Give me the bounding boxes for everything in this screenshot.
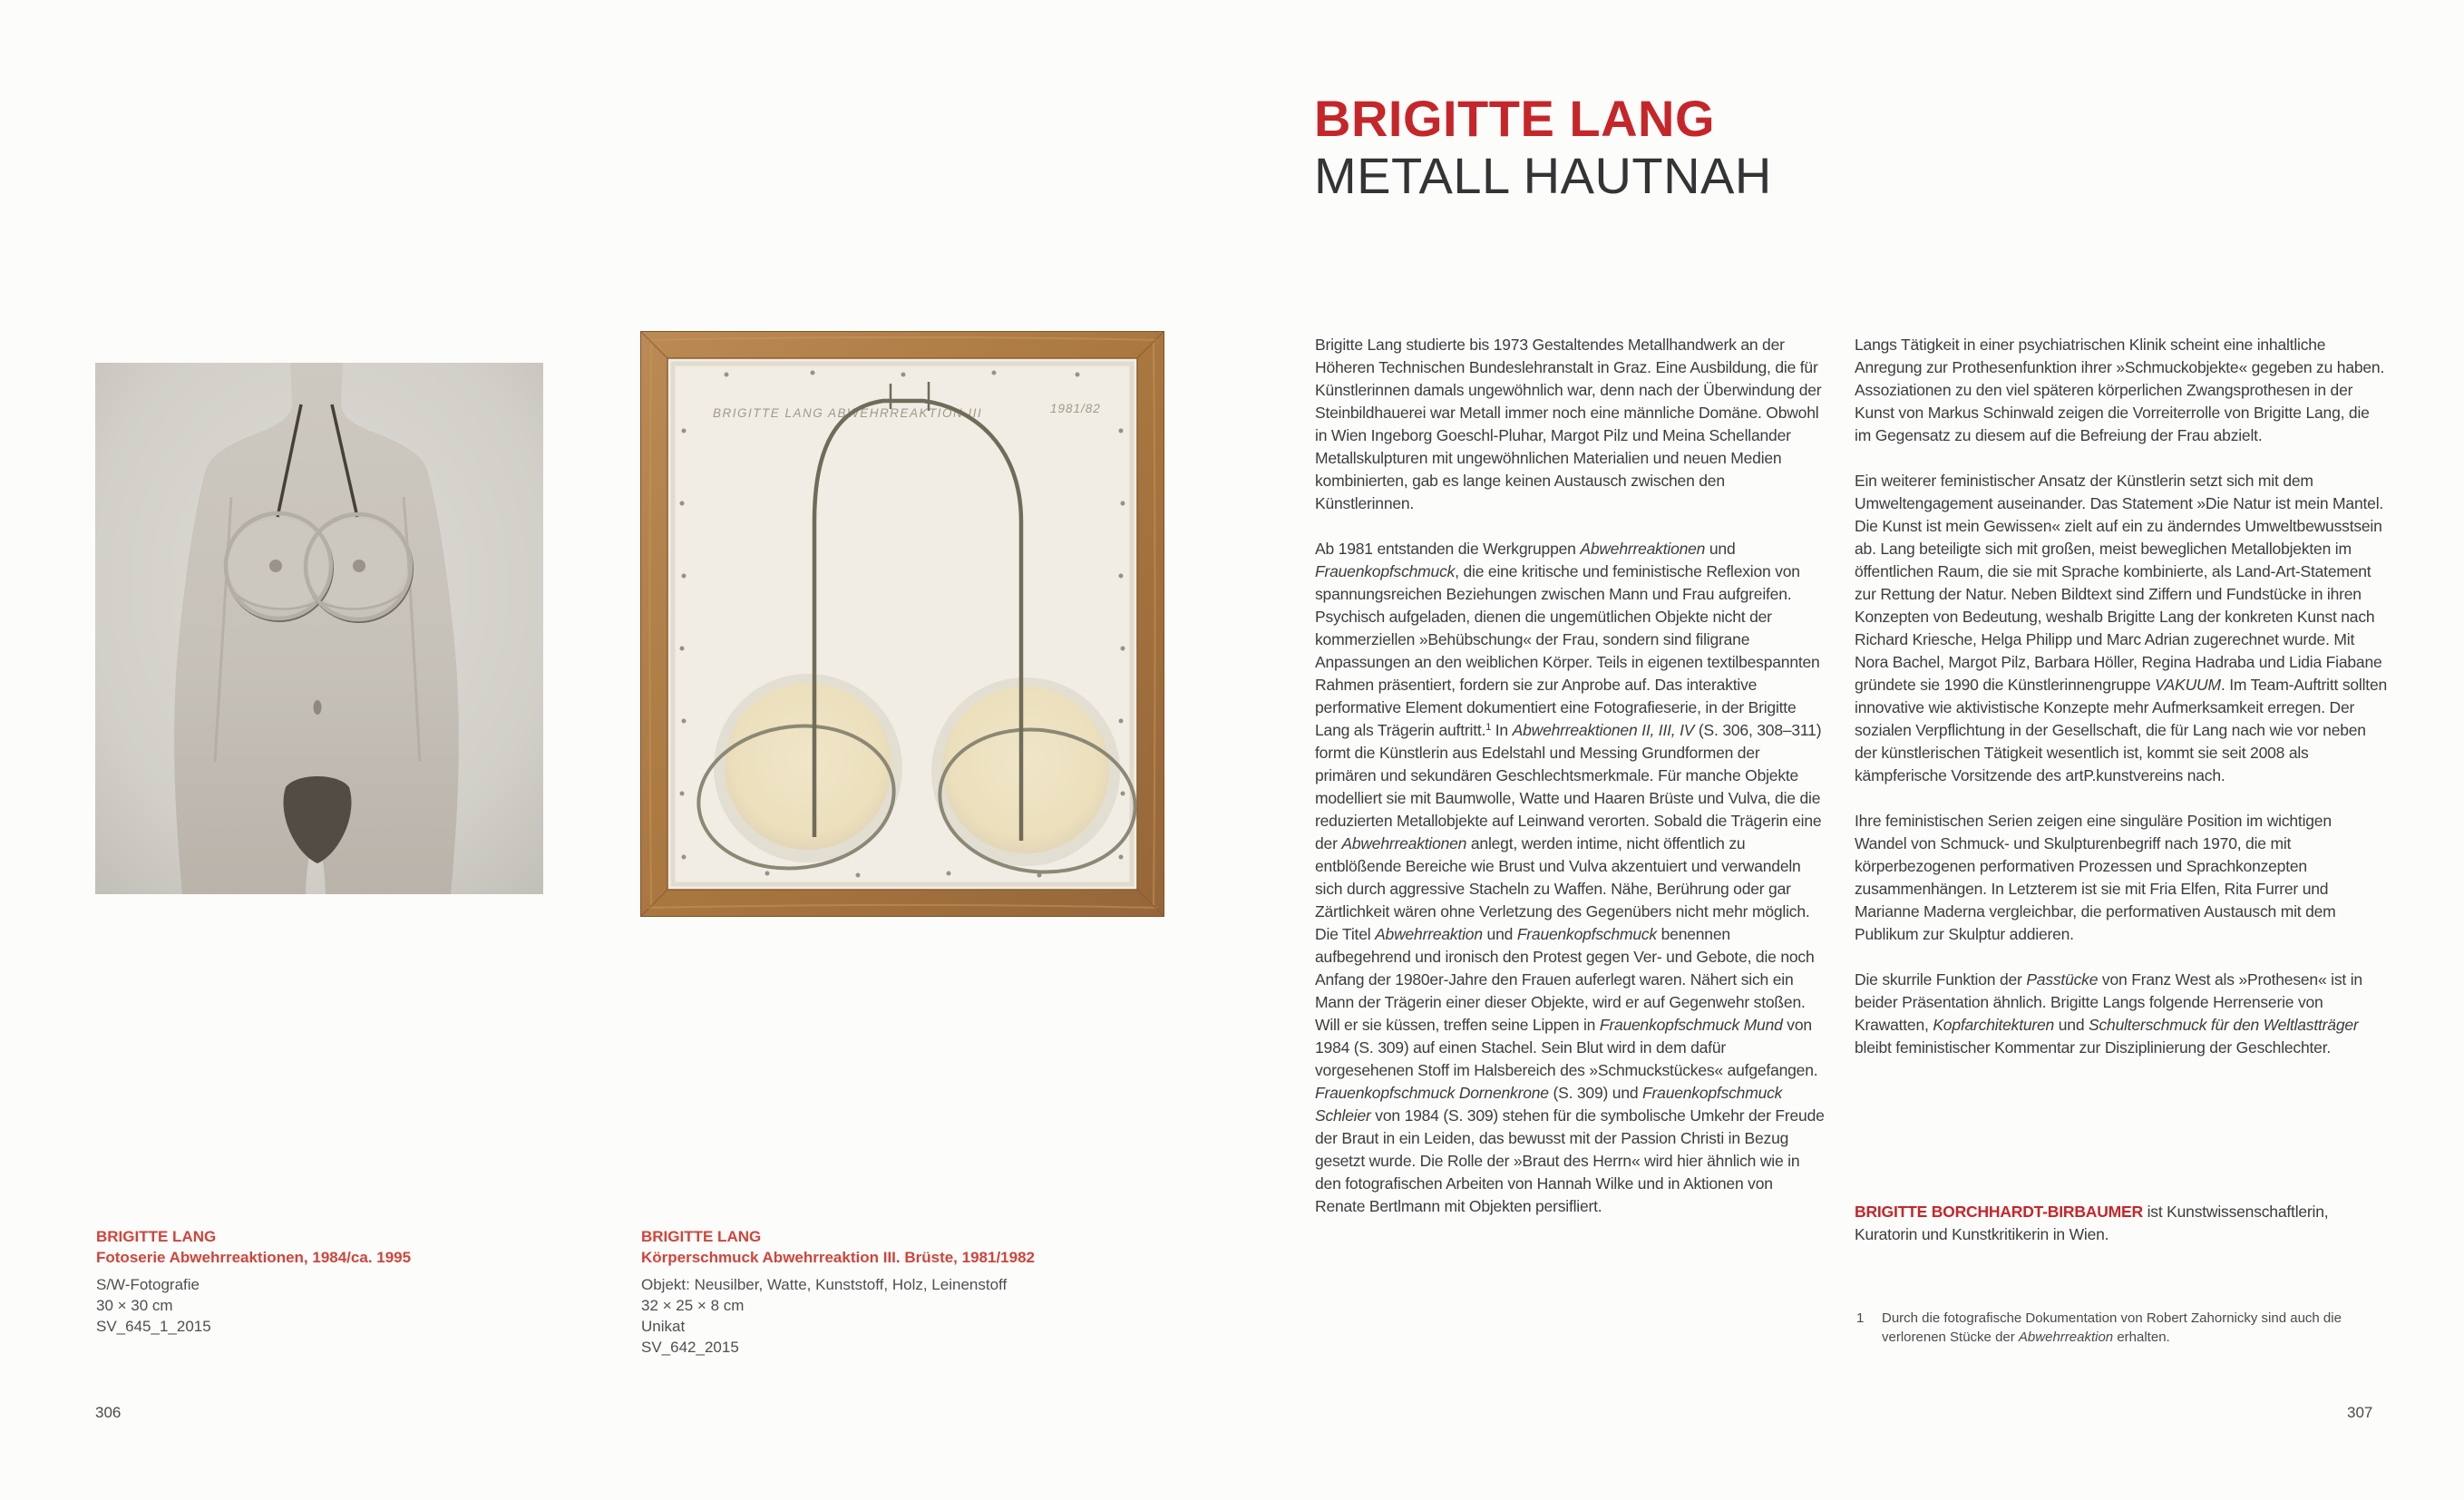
canvas-inscription-date: 1981/82 — [1050, 402, 1101, 415]
nipple-right — [353, 560, 365, 572]
canvas-inscription-artist: BRIGITTE LANG ABWEHRREAKTION III — [713, 406, 983, 420]
paragraph: Ihre feministischen Serien zeigen eine singuläre Position im wichtigen Wandel von Schmuck- und Skulpturenbegriff nach 1970, die mit körperbezogenen performativen Prozessen und Sprachkonzepten zusammenhängen. In Letzterem ist sie mit Fria Elfen, Rita Furrer und Marianne Maderna vergleichbar, die performativen Austausch mit dem Publikum zur Skulptur addieren. — [1855, 812, 2336, 943]
caption-artwork2 — [641, 1226, 1149, 1358]
footnote — [1856, 1309, 2401, 1347]
chapter-title-block — [1314, 91, 1772, 205]
caption-detail-line: S/W-Fotografie — [96, 1276, 200, 1293]
article-column-left — [1315, 334, 1825, 1218]
caption1-artist: BRIGITTE LANG — [96, 1228, 217, 1245]
page-number-right: 307 — [2347, 1404, 2373, 1421]
caption-artwork1 — [96, 1226, 568, 1337]
caption1-details — [96, 1274, 568, 1337]
navel — [314, 700, 322, 715]
paragraph: Langs Tätigkeit in einer psychiatrischen Klinik scheint eine inhaltliche Anregung zur Prothesenfunktion ihrer »Schmuckobjekte« gegeben zu haben. Assoziationen zu den viel späteren körperlichen Zwangsprothesen in der Kunst von Markus Schinwald zeigen die Vorreiterrolle von Brigitte Lang, die im Gegensatz zu diesem auf die Befreiung der Frau abzielt. — [1855, 336, 2385, 444]
caption1-title: Fotoserie Abwehrreaktionen, 1984/ca. 1995 — [96, 1249, 412, 1266]
author-bio — [1855, 1201, 2388, 1246]
footnote-text — [1882, 1309, 2401, 1347]
caption-detail-line: Objekt: Neusilber, Watte, Kunststoff, Holz, Leinenstoff — [641, 1276, 1008, 1293]
nipple-left — [269, 560, 282, 572]
caption-detail-line: 30 × 30 cm — [96, 1297, 173, 1314]
photo-fotoserie-abwehrreaktionen — [95, 363, 543, 894]
caption2-artist: BRIGITTE LANG — [641, 1228, 762, 1245]
photo-koerperschmuck-abwehrreaktion — [640, 331, 1164, 917]
caption-detail-line: SV_645_1_2015 — [96, 1318, 211, 1335]
paragraph: Die skurrile Funktion der Passtücke von Franz West als »Prothesen« ist in beider Präsentation ähnlich. Brigitte Langs folgende Herrenserie von Krawatten, Kopfarchitekturen und Schulterschmuck für den Weltlastträger bleibt feministischer Kommentar zur Disziplinierung der Geschlechter. — [1855, 970, 2362, 1057]
page-subtitle: METALL HAUTNAH — [1314, 147, 1772, 204]
page-title: BRIGITTE LANG — [1314, 90, 1716, 147]
article-column-right — [1855, 334, 2388, 1059]
caption-detail-line: SV_642_2015 — [641, 1339, 739, 1356]
paragraph: BRIGITTE BORCHHARDT-BIRBAUMER ist Kunstwissenschaftlerin, Kuratorin und Kunstkritikerin in Wien. — [1855, 1203, 2329, 1243]
paragraph: Durch die fotografische Dokumentation von Robert Zahornicky sind auch die verlorenen Stücke der Abwehrreaktion erhalten. — [1882, 1310, 2342, 1345]
footnote-marker: 1 — [1856, 1310, 1865, 1326]
paragraph: Brigitte Lang studierte bis 1973 Gestaltendes Metallhandwerk an der Höheren Technischen Bundeslehranstalt in Graz. Eine Ausbildung, die für Künstlerinnen damals ungewöhnlich war, denn nach der Überwindung der Steinbildhauerei war Metall immer noch eine männliche Domäne. Obwohl in Wien Ingeborg Goeschl-Pluhar, Margot Pilz und Meina Schellander Metallskulpturen mit ungewöhnlichen Materialien und neuen Medien kombinierten, gab es lange keinen Austausch zwischen den Künstlerinnen. — [1315, 336, 1822, 512]
framed-object-figure — [640, 331, 1164, 917]
caption-detail-line: Unikat — [641, 1318, 686, 1335]
caption2-title: Körperschmuck Abwehrreaktion III. Brüste, 1981/1982 — [641, 1249, 1035, 1266]
page-number-left: 306 — [95, 1404, 122, 1421]
bw-photograph-figure — [95, 363, 543, 894]
paragraph: Ab 1981 entstanden die Werkgruppen Abwehrreaktionen und Frauenkopfschmuck, die eine kritische und feministische Reflexion von spannungsreichen Beziehungen zwischen Mann und Frau aufgreifen. Psychisch aufgeladen, dienen die ungemütlichen Objekte nicht der kommerziellen »Behübschung« der Frau, sondern sind filigrane Anpassungen an den weiblichen Körper. Teils in eigenen textilbespannten Rahmen präsentiert, fordern sie zur Anprobe auf. Das interaktive performative Element dokumentiert eine Fotografieserie, in der Brigitte Lang als Trägerin auftritt.$^1$ In Abwehrreaktionen II, III, IV (S. 306, 308–311) formt die Künstlerin aus Edelstahl und Messing Grundformen der primären und sekundären Geschlechtsmerkmale. Für manche Objekte modelliert sie mit Baumwolle, Watte und Haaren Brüste und Vulva, die die reduzierten Metallobjekte auf Leinwand verorten. Sobald die Trägerin eine der Abwehrreaktionen anlegt, werden intime, nicht öffentlich zu entblößende Bereiche wie Brust und Vulva akzentuiert und verwandeln sich durch aggressive Stacheln zu Waffen. Nähe, Berührung oder gar Zärtlichkeit wären ohne Verletzung des Gegenübers nicht mehr möglich. Die Titel Abwehrreaktion und Frauenkopfschmuck benennen aufbegehrend und ironisch den Protest gegen Ver- und Gebote, die noch Anfang der 1980er-Jahre den Frauen auferlegt waren. Nähert sich ein Mann der Trägerin einer dieser Objekte, wird er auf Gegenwehr stoßen. Will er sie küssen, treffen seine Lippen in Frauenkopfschmuck Mund von 1984 (S. 309) auf einen Stachel. Sein Blut wird in dem dafür vorgesehenen Stoff im Halsbereich des »Schmuckstückes« aufgefangen. Frauenkopfschmuck Dornenkrone (S. 309) und Frauenkopfschmuck Schleier von 1984 (S. 309) stehen für die symbolische Umkehr der Freude der Braut in ein Leiden, das bewusst mit der Passion Christi in Bezug gesetzt wurde. Die Rolle der »Braut des Herrn« wird hier ähnlich wie in den fotografischen Arbeiten von Hannah Wilke und in Aktionen von Renate Bertlmann mit Objekten persifliert. — [1315, 540, 1825, 1215]
paragraph: Ein weiterer feministischer Ansatz der Künstlerin setzt sich mit dem Umweltengagement auseinander. Das Statement »Die Natur ist mein Mantel. Die Kunst ist mein Gewissen« zielt auf ein zu änderndes Umweltbewusstsein ab. Lang beteiligte sich mit großen, meist beweglichen Metallobjekten im öffentlichen Raum, die sie mit Sprache kombinierte, als Land-Art-Statement zur Rettung der Natur. Neben Bildtext sind Ziffern und Fundstücke in ihren Konzepten von Bedeutung, weshalb Brigitte Lang der konkreten Kunst nach Richard Kriesche, Helga Philipp und Marc Adrian zugerechnet wurde. Mit Nora Bachel, Margot Pilz, Barbara Höller, Regina Hadraba und Lidia Fiabane gründete sie 1990 die Künstlerinnengruppe VAKUUM. Im Team-Auftritt sollten innovative wie aktivistische Konzepte mehr Aufmerksamkeit erregen. Der sozialen Verpflichtung in der Gesellschaft, die für Lang nach wie vor neben der künstlerischen Tätigkeit wesentlich ist, kommt sie seit 2008 als kämpferische Vorsitzende des artP.kunstvereins nach. — [1855, 472, 2388, 784]
caption2-details — [641, 1274, 1149, 1358]
caption-detail-line: 32 × 25 × 8 cm — [641, 1297, 745, 1314]
